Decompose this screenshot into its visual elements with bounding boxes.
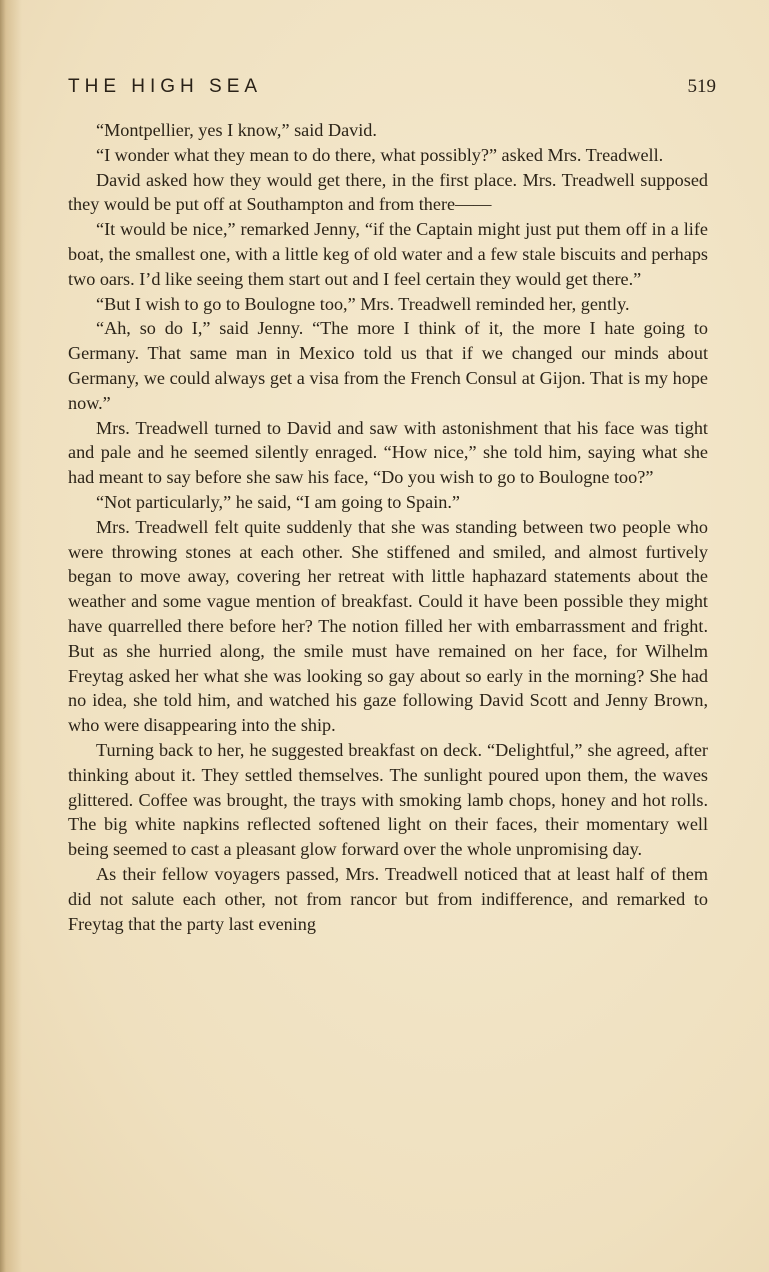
paragraph: “Not particularly,” he said, “I am going to Spain.” — [96, 491, 460, 512]
paragraph: David asked how they would get there, in the first place. Mrs. Treadwell supposed they would be put off at Southampton and from there—— — [68, 169, 708, 215]
paragraph: “But I wish to go to Boulogne too,” Mrs. Treadwell reminded her, gently. — [96, 293, 630, 314]
running-title: THE HIGH SEA — [68, 76, 263, 97]
paragraph: Turning back to her, he suggested breakfast on deck. “Delightful,” she agreed, after thinking about it. They settled themselves. The sunlight poured upon them, the waves glittered. Coffee was brought, the trays with smoking lamb chops, honey and hot rolls. The big white napkins reflected softened light on their faces, their momentary well being seemed to cast a pleasant glow forward over the whole unpromising day. — [68, 739, 708, 860]
paragraph: “It would be nice,” remarked Jenny, “if the Captain might just put them off in a life boat, the smallest one, with a little keg of old water and a few stale biscuits and perhaps two oars. I’d like seeing them start out and I feel certain they would get there.” — [68, 219, 708, 289]
running-head — [68, 74, 716, 100]
page-number: 519 — [687, 76, 716, 97]
paragraph: “I wonder what they mean to do there, what possibly?” asked Mrs. Treadwell. — [96, 144, 664, 165]
paragraph: “Montpellier, yes I know,” said David. — [96, 120, 377, 140]
body-text — [68, 118, 708, 936]
paragraph: Mrs. Treadwell felt quite suddenly that she was standing between two people who were throwing stones at each other. She stiffened and smiled, and almost furtively began to move away, covering her retreat with little haphazard statements about the weather and some vague mention of breakfast. Could it have been possible they might have quarrelled there before her? The notion filled her with embarrassment and fright. But as she hurried along, the smile must have remained on her face, for Wilhelm Freytag asked her what she was looking so gay about so early in the morning? She had no idea, she told him, and watched his gaze following David Scott and Jenny Brown, who were disappearing into the ship. — [68, 516, 708, 736]
paragraph: Mrs. Treadwell turned to David and saw with astonishment that his face was tight and pale and he seemed silently enraged. “How nice,” she told him, saying what she had meant to say before she saw his face, “Do you wish to go to Boulogne too?” — [68, 417, 708, 488]
paragraph: As their fellow voyagers passed, Mrs. Treadwell noticed that at least half of them did not salute each other, not from rancor but from indifference, and remarked to Freytag that the party last evening — [68, 863, 708, 934]
paragraph: “Ah, so do I,” said Jenny. “The more I think of it, the more I hate going to Germany. That same man in Mexico told us that if we changed our minds about Germany, we could always get a visa from the French Consul at Gijon. That is my hope now.” — [68, 318, 708, 413]
